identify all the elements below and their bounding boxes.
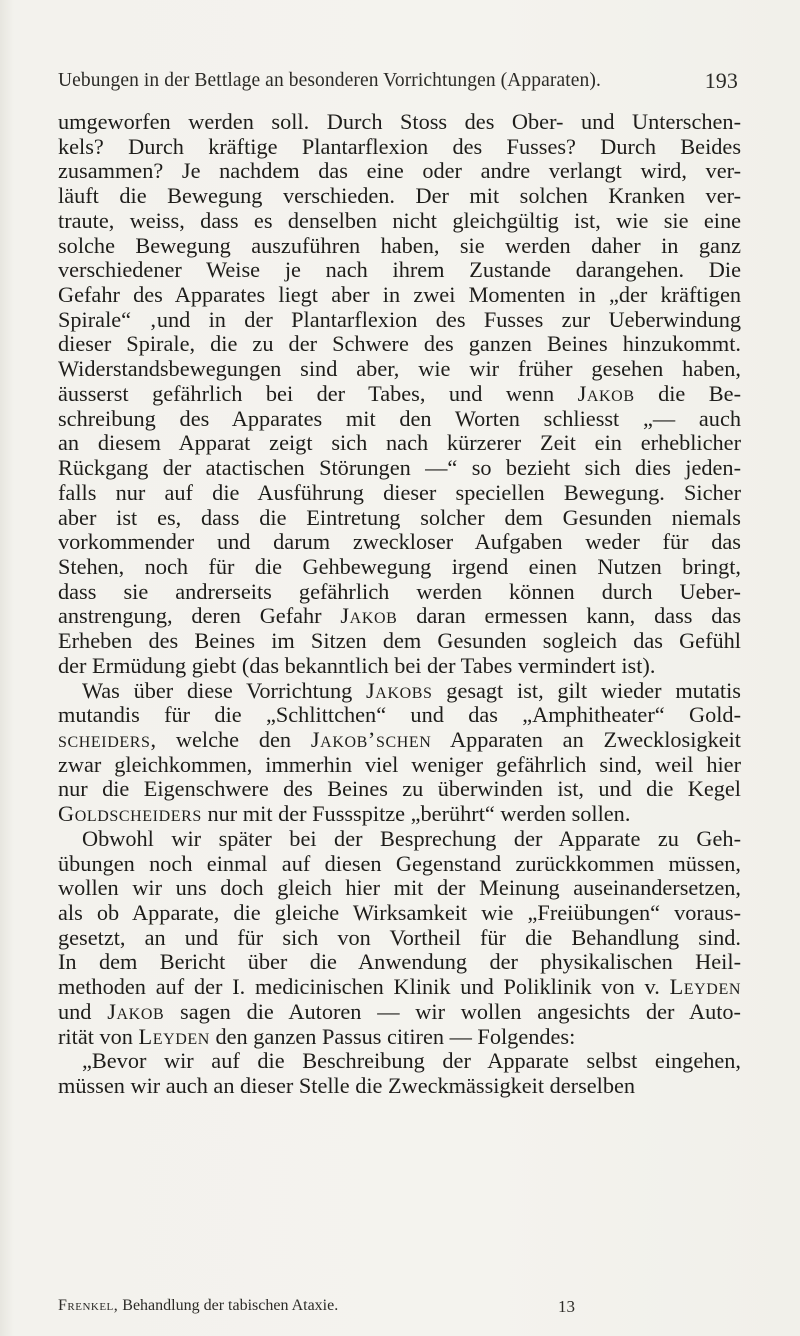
running-header (58, 70, 738, 92)
text-line: Gefahr des Apparates liegt aber in zwei Momenten in „der kräftigen (58, 282, 741, 308)
text-line: scheiders, welche den Jakob’schen Apparaten an Zwecklosigkeit (58, 726, 742, 752)
footer-book-title: Behandlung der tabischen Ataxie. (122, 1297, 339, 1314)
text-line: In dem Bericht über die Anwendung der physikalischen Heil- (58, 949, 741, 975)
text-line: Widerstandsbewegungen sind aber, wie wir früher gesehen haben, (58, 356, 741, 382)
text-line: dass sie andrerseits gefährlich werden können durch Ueber- (58, 578, 741, 604)
text-line: anstrengung, deren Gefahr Jakob daran ermessen kann, dass das (58, 603, 741, 629)
text-line: traute, weiss, dass es denselben nicht gleichgültig ist, wie sie eine (58, 207, 741, 233)
text-line: umgeworfen werden soll. Durch Stoss des Ober- und Unterschen- (58, 109, 741, 134)
text-line: der Ermüdung giebt (das bekanntlich bei der Tabes vermindert ist). (58, 652, 656, 678)
text-line: aber ist es, dass die Eintretung solcher dem Gesunden niemals (58, 504, 741, 530)
text-line: läuft die Bewegung verschieden. Der mit solchen Kranken ver- (58, 183, 741, 209)
text-line: vorkommender und darum zweckloser Aufgaben weder für das (58, 529, 741, 555)
body-text (58, 110, 741, 1099)
signature-mark: 13 (558, 1297, 575, 1316)
running-title: Uebungen in der Bettlage an besonderen Vorrichtungen (Apparaten). (58, 70, 601, 91)
text-line: Rückgang der atactischen Störungen —“ so bezieht sich dies jeden- (58, 455, 741, 481)
paragraph (58, 1049, 741, 1098)
text-line: Erheben des Beines im Sitzen dem Gesunden sogleich das Gefühl (58, 628, 741, 654)
text-line: nur die Eigenschwere des Beines zu überwinden ist, und die Kegel (58, 776, 741, 802)
text-line: müssen wir auch an dieser Stelle die Zweckmässigkeit derselben (58, 1073, 636, 1099)
text-line: „Bevor wir auf die Beschreibung der Apparate selbst eingehen, (82, 1048, 741, 1074)
text-line: Obwohl wir später bei der Besprechung der Apparate zu Geh- (82, 825, 741, 851)
text-line: solche Bewegung auszuführen haben, sie werden daher in ganz (58, 232, 741, 258)
text-line: Goldscheiders nur mit der Fussspitze „berührt“ werden sollen. (58, 801, 631, 827)
text-line: falls nur auf die Ausführung dieser speciellen Bewegung. Sicher (58, 479, 741, 505)
text-line: wollen wir uns doch gleich hier mit der Meinung auseinandersetzen, (58, 875, 741, 901)
footer-author: Frenkel, (58, 1297, 119, 1314)
text-line: äusserst gefährlich bei der Tabes, und wenn Jakob die Be- (58, 380, 741, 406)
text-line: mutandis für die „Schlittchen“ und das „Amphitheater“ Gold- (58, 702, 741, 728)
text-line: Spirale“ ‚und in der Plantarflexion des Fusses zur Ueberwindung (58, 306, 741, 332)
text-line: rität von Leyden den ganzen Passus citiren — Folgendes: (58, 1023, 576, 1049)
text-line: dieser Spirale, die zu der Schwere des ganzen Beines hinzukommt. (58, 331, 741, 357)
text-line: übungen noch einmal auf diesen Gegenstand zurückkommen müssen, (58, 850, 741, 876)
text-line: als ob Apparate, die gleiche Wirksamkeit wie „Freiübungen“ voraus- (58, 900, 741, 925)
text-line: gesetzt, an und für sich von Vortheil für die Behandlung sind. (58, 924, 741, 950)
text-line: Was über diese Vorrichtung Jakobs gesagt ist, gilt wieder mutatis (82, 677, 741, 703)
text-line: zwar gleichkommen, immerhin viel weniger gefährlich sind, weil hier (58, 751, 741, 777)
paragraph (58, 110, 741, 679)
paragraph (58, 679, 741, 827)
page-footer (58, 1297, 678, 1315)
text-line: Stehen, noch für die Gehbewegung irgend einen Nutzen bringt, (58, 553, 741, 579)
text-line: schreibung des Apparates mit den Worten schliesst „— auch (58, 405, 741, 431)
text-line: methoden auf der I. medicinischen Klinik und Poliklinik von v. Leyden (58, 974, 741, 1000)
text-line: an diesem Apparat zeigt sich nach kürzerer Zeit ein erheblicher (58, 430, 741, 456)
paragraph (58, 827, 741, 1049)
text-line: verschiedener Weise je nach ihrem Zustande darangehen. Die (58, 257, 741, 283)
text-line: zusammen? Je nachdem das eine oder andre verlangt wird, ver- (58, 158, 741, 184)
text-line: kels? Durch kräftige Plantarflexion des Fusses? Durch Beides (58, 133, 741, 159)
page-number: 193 (704, 68, 738, 93)
text-line: und Jakob sagen die Autoren — wir wollen angesichts der Auto- (58, 998, 741, 1024)
